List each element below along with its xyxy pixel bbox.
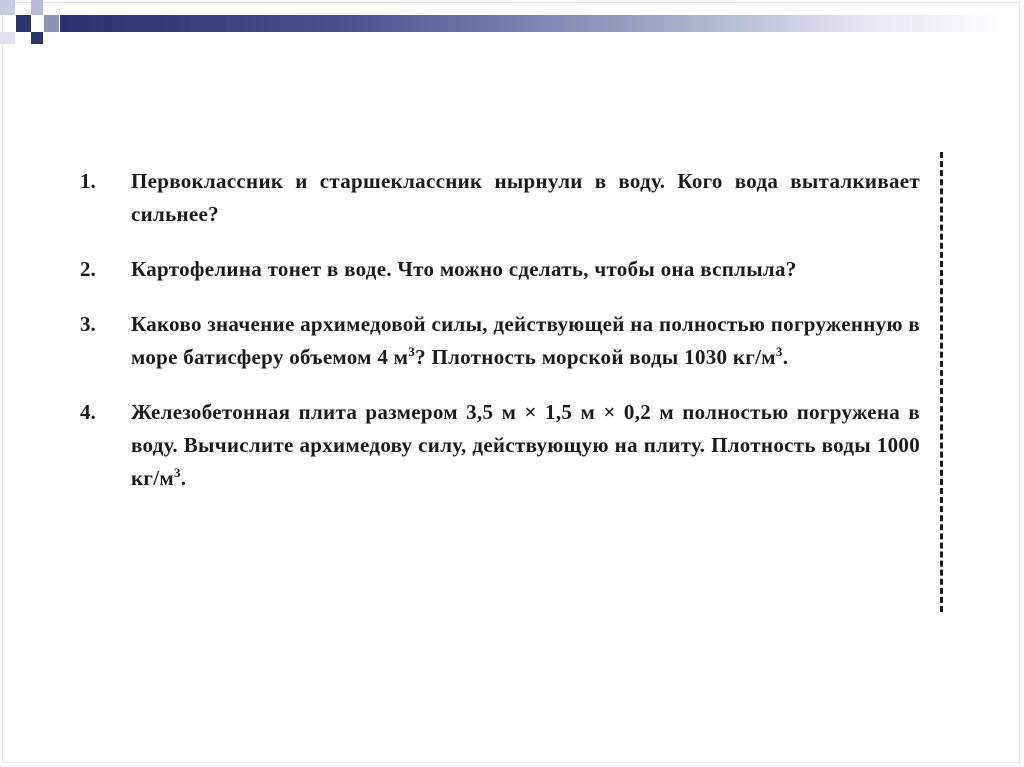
problem-number: 4. (80, 400, 96, 424)
superscript: 3 (775, 344, 783, 359)
decor-square (44, 15, 59, 32)
text-segment: . (782, 345, 789, 369)
decor-square (0, 0, 15, 15)
decor-square (0, 32, 15, 44)
cut-line (940, 152, 943, 612)
decor-square (31, 32, 43, 44)
text-segment: . (180, 466, 187, 490)
problem-list (80, 165, 920, 517)
decor-square (31, 0, 43, 15)
problem-text (131, 396, 920, 495)
header-gradient-bar (60, 15, 1010, 32)
superscript: 3 (408, 344, 416, 359)
problem-number: 1. (80, 169, 96, 193)
problem-item (80, 165, 920, 231)
decor-square (16, 15, 31, 32)
problem-text: Первоклассник и старшеклассник нырнули в воду. Кого вода выталкивает сильнее? (131, 169, 920, 226)
problem-text (131, 308, 920, 374)
problem-number: 3. (80, 312, 96, 336)
problem-text: Картофелина тонет в воде. Что можно сделать, чтобы она всплыла? (131, 257, 797, 281)
superscript: 3 (173, 465, 181, 480)
text-segment: ? Плотность морской воды 1030 кг/м (415, 345, 776, 369)
problem-item (80, 308, 920, 374)
problem-item (80, 253, 920, 286)
problem-number: 2. (80, 257, 96, 281)
problem-item (80, 396, 920, 495)
text-segment: Каково значение архимедовой силы, действующей на полностью погруженную в море батисферу объемом 4 м (131, 312, 921, 369)
text-segment: Железобетонная плита размером 3,5 м × 1,5 м × 0,2 м полностью погружена в воду. Вычислите архимедову силу, действующую на плиту. Плотность воды 1000 кг/м (131, 400, 920, 490)
